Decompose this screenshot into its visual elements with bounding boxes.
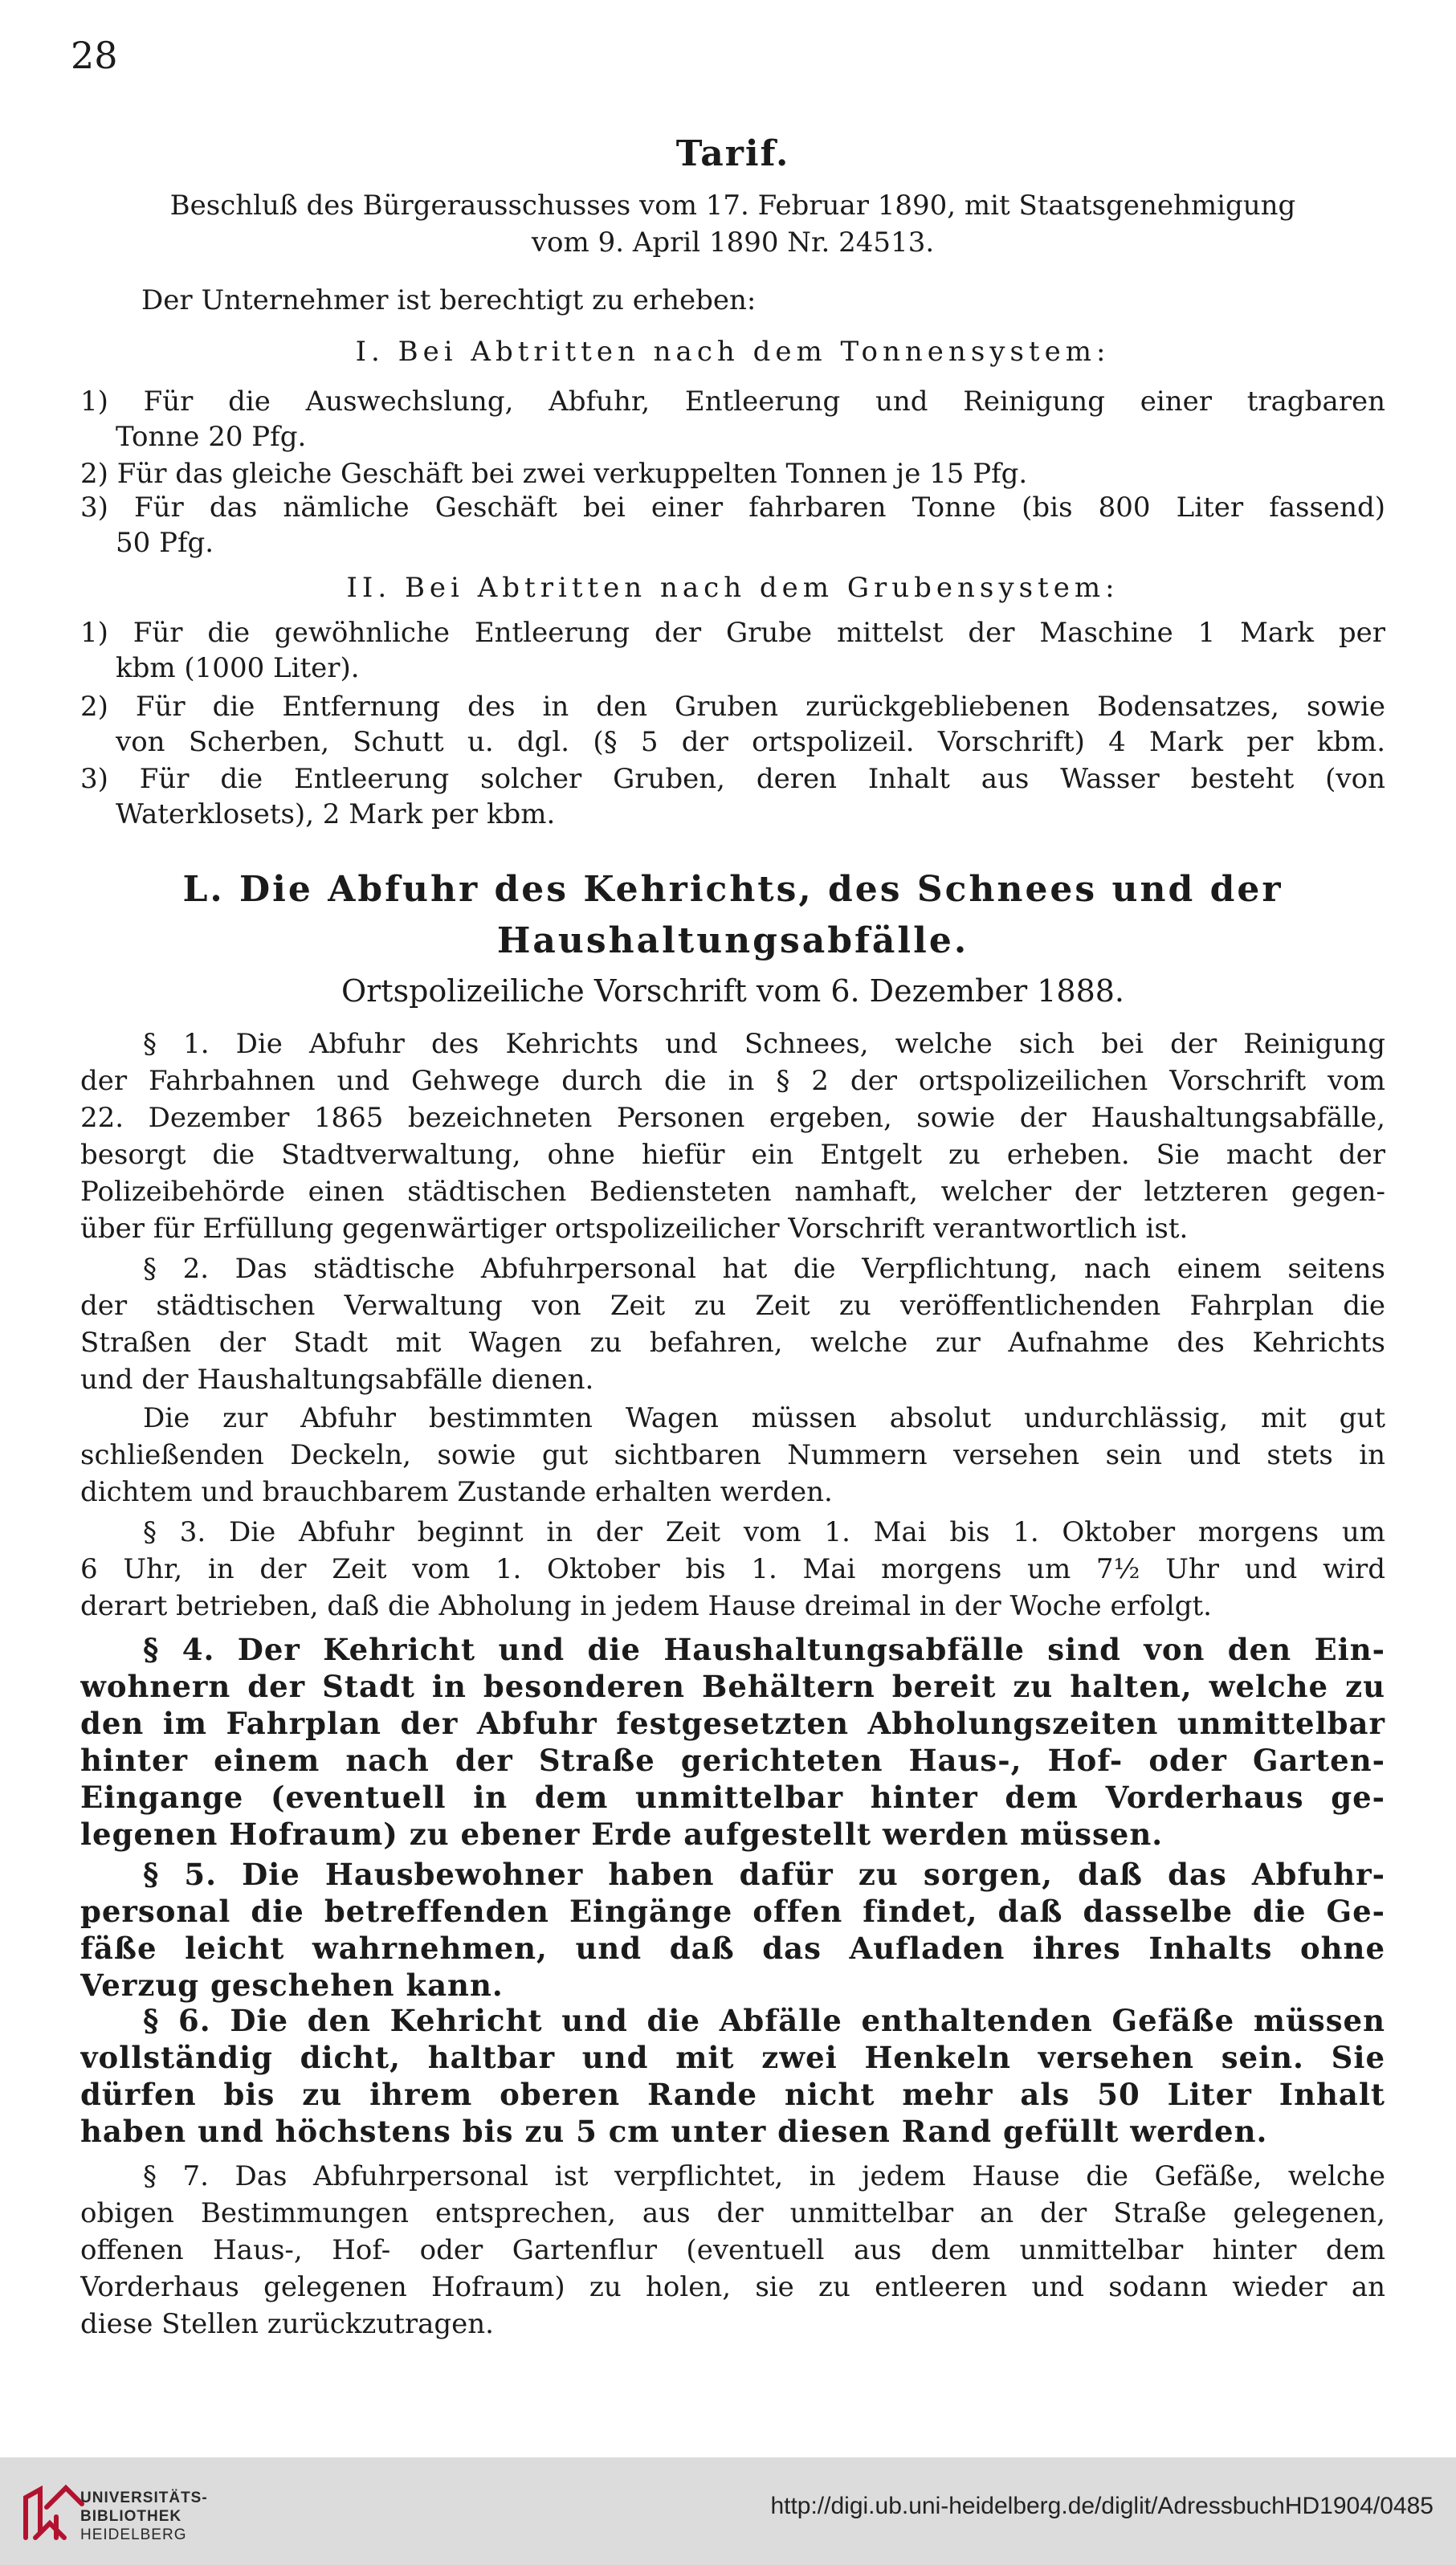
library-name-line-2: BIBLIOTHEK xyxy=(80,2508,182,2525)
s2-item-3a: 3) Für die Entleerung solcher Gruben, deren Inhalt aus Wasser besteht (von xyxy=(80,763,1385,795)
p2b-line: schließenden Deckeln, sowie gut sichtbaren Nummern versehen sein und stets in xyxy=(80,1439,1385,1471)
p1-line: Polizeibehörde einen städtischen Bediensteten namhaft, welcher der letzteren gegen- xyxy=(80,1176,1385,1208)
p7-line: Vorderhaus gelegenen Hofraum) zu holen, sie zu entleeren und sodann wieder an xyxy=(80,2271,1385,2303)
p6-line: dürfen bis zu ihrem oberen Rande nicht mehr als 50 Liter Inhalt xyxy=(80,2077,1385,2112)
s1-item-3b: 50 Pfg. xyxy=(116,527,214,559)
decree-line-1: Beschluß des Bürgerausschusses vom 17. Februar 1890, mit Staatsgenehmigung xyxy=(169,190,1296,222)
p3-line: § 3. Die Abfuhr beginnt in der Zeit vom 1. Mai bis 1. Oktober morgens um xyxy=(143,1516,1385,1548)
section-2-heading: II. Bei Abtritten nach dem Grubensystem: xyxy=(346,572,1120,604)
library-name-line-1: UNIVERSITÄTS- xyxy=(80,2490,208,2506)
section-l-heading-1: L. Die Abfuhr des Kehrichts, des Schnees und der xyxy=(182,869,1283,910)
p5-line: Verzug geschehen kann. xyxy=(80,1968,504,2003)
p5-line: personal die betreffenden Eingänge offen findet, daß dasselbe die Ge- xyxy=(80,1894,1385,1929)
p3-line: derart betrieben, daß die Abholung in jedem Hause dreimal in der Woche erfolgt. xyxy=(80,1590,1212,1622)
section-l-subheading: Ortspolizeiliche Vorschrift vom 6. Dezember 1888. xyxy=(341,973,1124,1009)
p5-line: fäße leicht wahrnehmen, und daß das Aufladen ihres Inhalts ohne xyxy=(80,1931,1385,1966)
p4-line: den im Fahrplan der Abfuhr festgesetzten Abholungszeiten unmittelbar xyxy=(80,1706,1385,1741)
p4-line: § 4. Der Kehricht und die Haushaltungsabfälle sind von den Ein- xyxy=(143,1632,1385,1667)
p1-line: § 1. Die Abfuhr des Kehrichts und Schnees, welche sich bei der Reinigung xyxy=(143,1028,1385,1060)
section-l-heading-2: Haushaltungsabfälle. xyxy=(496,920,969,961)
p2-line: § 2. Das städtische Abfuhrpersonal hat die Verpflichtung, nach einem seitens xyxy=(143,1253,1385,1285)
footer-bar xyxy=(0,2457,1456,2565)
p2-line: der städtischen Verwaltung von Zeit zu Zeit zu veröffentlichenden Fahrplan die xyxy=(80,1290,1385,1322)
university-library-logo-icon xyxy=(18,2475,90,2547)
p1-line: besorgt die Stadtverwaltung, ohne hiefür ein Entgelt zu erheben. Sie macht der xyxy=(80,1139,1385,1171)
s1-item-3a: 3) Für das nämliche Geschäft bei einer fahrbaren Tonne (bis 800 Liter fassend) xyxy=(80,491,1385,524)
decree-line-2: vom 9. April 1890 Nr. 24513. xyxy=(531,226,935,259)
p4-line: Eingange (eventuell in dem unmittelbar hinter dem Vorderhaus ge- xyxy=(80,1780,1385,1815)
p5-line: § 5. Die Hausbewohner haben dafür zu sorgen, daß das Abfuhr- xyxy=(143,1857,1385,1892)
page-number: 28 xyxy=(71,34,118,77)
source-url-link[interactable]: http://digi.ub.uni-heidelberg.de/diglit/AdressbuchHD1904/0485 xyxy=(770,2493,1434,2519)
s2-item-3b: Waterklosets), 2 Mark per kbm. xyxy=(116,798,556,830)
s1-item-1b: Tonne 20 Pfg. xyxy=(116,421,307,453)
p2b-line: dichtem und brauchbarem Zustande erhalten werden. xyxy=(80,1476,833,1508)
section-1-heading: I. Bei Abtritten nach dem Tonnensystem: xyxy=(355,336,1111,368)
p6-line: vollständig dicht, haltbar und mit zwei Henkeln versehen sein. Sie xyxy=(80,2040,1385,2075)
p7-line: obigen Bestimmungen entsprechen, aus der unmittelbar an der Straße gelegenen, xyxy=(80,2197,1385,2229)
p7-line: § 7. Das Abfuhrpersonal ist verpflichtet, in jedem Hause die Gefäße, welche xyxy=(143,2160,1385,2192)
p3-line: 6 Uhr, in der Zeit vom 1. Oktober bis 1. Mai morgens um 7½ Uhr und wird xyxy=(80,1553,1385,1585)
p7-line: offenen Haus-, Hof- oder Gartenflur (eventuell aus dem unmittelbar hinter dem xyxy=(80,2234,1385,2266)
p4-line: hinter einem nach der Straße gerichteten Haus-, Hof- oder Garten- xyxy=(80,1743,1385,1778)
p6-line: haben und höchstens bis zu 5 cm unter diesen Rand gefüllt werden. xyxy=(80,2114,1268,2149)
s1-item-2: 2) Für das gleiche Geschäft bei zwei verkuppelten Tonnen je 15 Pfg. xyxy=(80,458,1028,490)
p1-line: 22. Dezember 1865 bezeichneten Personen ergeben, sowie der Haushaltungsabfälle, xyxy=(80,1102,1385,1134)
p2-line: Straßen der Stadt mit Wagen zu befahren, welche zur Aufnahme des Kehrichts xyxy=(80,1327,1385,1359)
p6-line: § 6. Die den Kehricht und die Abfälle enthaltenden Gefäße müssen xyxy=(143,2003,1385,2038)
p2-line: und der Haushaltungsabfälle dienen. xyxy=(80,1364,594,1396)
p4-line: wohnern der Stadt in besonderen Behältern bereit zu halten, welche zu xyxy=(80,1669,1385,1704)
s2-item-2b: von Scherben, Schutt u. dgl. (§ 5 der ortspolizeil. Vorschrift) 4 Mark per kbm. xyxy=(116,726,1385,758)
p7-line: diese Stellen zurückzutragen. xyxy=(80,2308,494,2340)
p1-line: der Fahrbahnen und Gehwege durch die in § 2 der ortspolizeilichen Vorschrift vom xyxy=(80,1065,1385,1097)
s2-item-2a: 2) Für die Entfernung des in den Gruben zurückgebliebenen Bodensatzes, sowie xyxy=(80,691,1385,723)
tarif-intro: Der Unternehmer ist berechtigt zu erheben: xyxy=(141,284,757,316)
library-name-line-3: HEIDELBERG xyxy=(80,2526,187,2543)
p2b-line: Die zur Abfuhr bestimmten Wagen müssen absolut undurchlässig, mit gut xyxy=(143,1402,1385,1434)
p1-line: über für Erfüllung gegenwärtiger ortspolizeilicher Vorschrift verantwortlich ist. xyxy=(80,1213,1189,1245)
p4-line: legenen Hofraum) zu ebener Erde aufgestellt werden müssen. xyxy=(80,1817,1164,1852)
s1-item-1a: 1) Für die Auswechslung, Abfuhr, Entleerung und Reinigung einer tragbaren xyxy=(80,385,1385,418)
s2-item-1a: 1) Für die gewöhnliche Entleerung der Grube mittelst der Maschine 1 Mark per xyxy=(80,617,1385,649)
s2-item-1b: kbm (1000 Liter). xyxy=(116,652,360,684)
tarif-title: Tarif. xyxy=(675,135,790,173)
